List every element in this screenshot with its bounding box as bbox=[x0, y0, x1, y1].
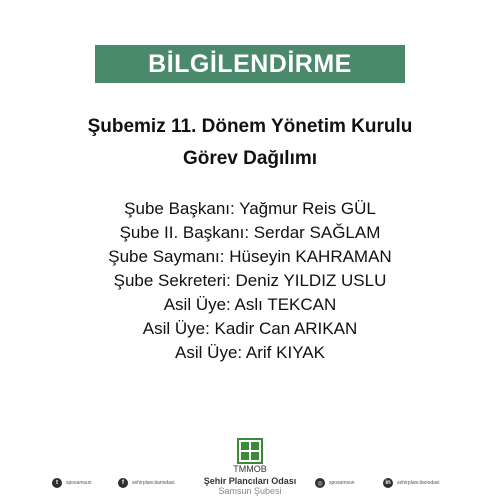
org-short-name: TMMOB bbox=[233, 464, 267, 474]
social-handle: sposamsun bbox=[66, 480, 92, 486]
member-item: Şube II. Başkanı: Serdar SAĞLAM bbox=[119, 223, 381, 242]
organization-logo-block bbox=[190, 438, 310, 496]
member-item: Asil Üye: Kadir Can ARIKAN bbox=[142, 319, 358, 338]
social-twitter[interactable] bbox=[52, 478, 92, 488]
org-branch: Samsun Şubesi bbox=[218, 486, 282, 496]
member-item: Şube Saymanı: Hüseyin KAHRAMAN bbox=[108, 247, 392, 266]
heading-line-2: Görev Dağılımı bbox=[182, 148, 318, 169]
social-handle: sposamsun bbox=[329, 480, 355, 486]
twitter-icon: t bbox=[52, 478, 62, 488]
social-handle: sehirplanciiariodasi bbox=[397, 480, 440, 486]
member-item: Şube Başkanı: Yağmur Reis GÜL bbox=[124, 199, 376, 218]
member-item: Asil Üye: Arif KIYAK bbox=[175, 343, 325, 362]
org-full-name: Şehir Plancıları Odası bbox=[203, 476, 297, 486]
heading-line-1: Şubemiz 11. Dönem Yönetim Kurulu bbox=[87, 116, 413, 137]
social-linkedin[interactable] bbox=[383, 478, 440, 488]
social-instagram[interactable] bbox=[315, 478, 355, 488]
tmmob-logo-icon bbox=[237, 438, 263, 464]
facebook-icon: f bbox=[118, 478, 128, 488]
member-item: Asil Üye: Aslı TEKCAN bbox=[163, 295, 337, 314]
linkedin-icon: in bbox=[383, 478, 393, 488]
social-facebook[interactable] bbox=[118, 478, 175, 488]
page-banner: BİLGİLENDİRME bbox=[95, 45, 405, 83]
board-member-list bbox=[0, 197, 500, 365]
member-item: Şube Sekreteri: Deniz YILDIZ USLU bbox=[113, 271, 387, 290]
social-handle: sehirplanciiariodasi bbox=[132, 480, 175, 486]
instagram-icon: ◎ bbox=[315, 478, 325, 488]
